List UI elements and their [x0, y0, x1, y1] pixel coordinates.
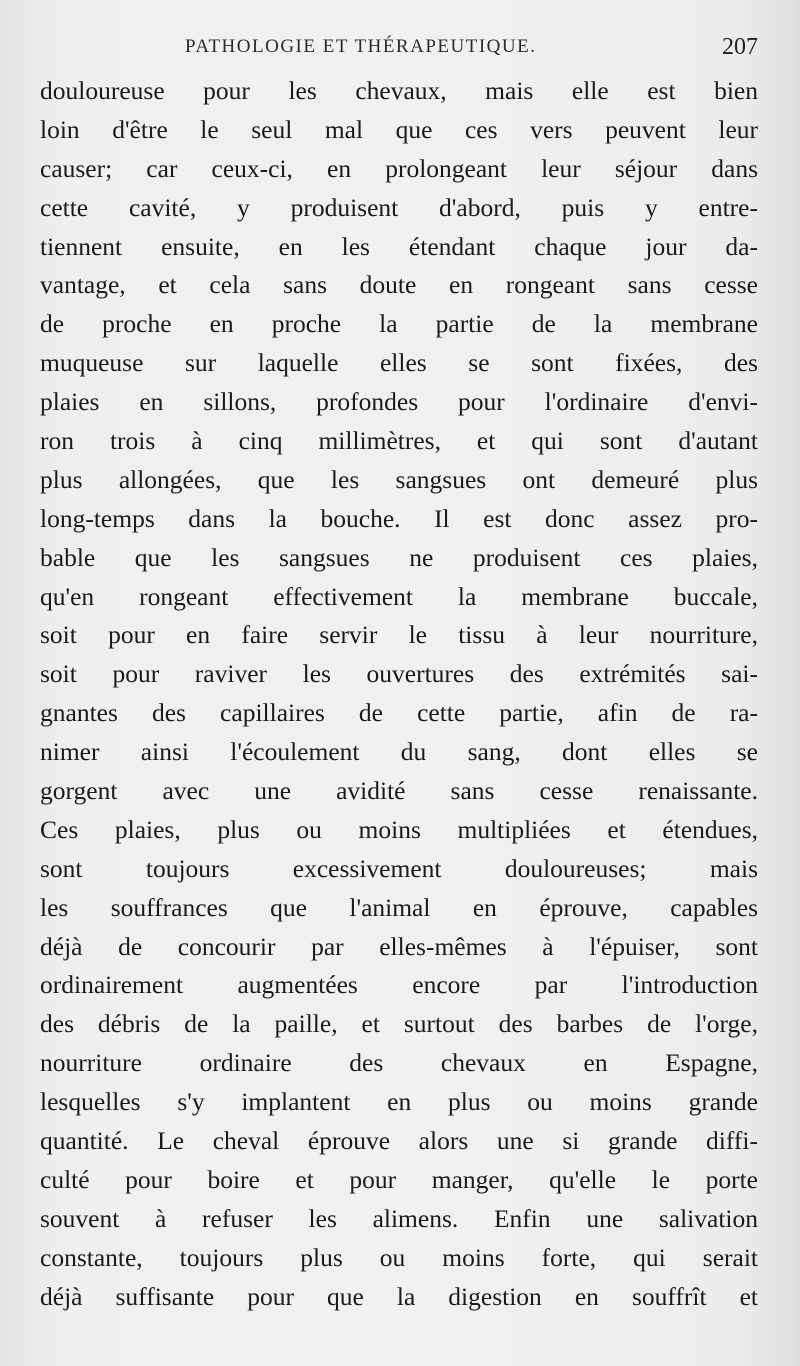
text-line: long-temps dans la bouche. Il est donc assez pro-	[40, 503, 758, 533]
text-line: douloureuse pour les chevaux, mais elle est bien	[40, 76, 758, 105]
text-line: qu'en rongeant effectivement la membrane buccale,	[40, 581, 758, 611]
text-line: gorgent avec une avidité sans cesse renaissante.	[40, 776, 758, 806]
text-line: plaies en sillons, profondes pour l'ordinaire d'envi-	[40, 387, 758, 417]
text-line: lesquelles s'y implantent en plus ou moins grande	[40, 1087, 758, 1117]
text-line: souvent à refuser les alimens. Enfin une salivation	[40, 1203, 758, 1233]
text-line: ron trois à cinq millimètres, et qui sont d'autant	[40, 426, 758, 456]
text-line: nourriture ordinaire des chevaux en Espagne,	[40, 1048, 758, 1078]
text-line: bable que les sangsues ne produisent ces plaies,	[40, 542, 758, 572]
text-line: tiennent ensuite, en les étendant chaque jour da-	[40, 231, 758, 261]
running-head-title: PATHOLOGIE ET THÉRAPEUTIQUE.	[185, 36, 537, 57]
text-line: déjà suffisante pour que la digestion en souffrît et	[40, 1281, 758, 1311]
text-line: muqueuse sur laquelle elles se sont fixées, des	[40, 348, 758, 378]
text-line: de proche en proche la partie de la membrane	[40, 309, 758, 339]
text-line: des débris de la paille, et surtout des barbes de l'orge,	[40, 1009, 758, 1039]
text-line: ordinairement augmentées encore par l'introduction	[40, 970, 758, 1000]
text-line: vantage, et cela sans doute en rongeant sans cesse	[40, 270, 758, 300]
body-text	[40, 72, 758, 1317]
text-line: Ces plaies, plus ou moins multipliées et étendues,	[40, 814, 758, 844]
text-line: nimer ainsi l'écoulement du sang, dont elles se	[40, 737, 758, 767]
text-line: gnantes des capillaires de cette partie, afin de ra-	[40, 698, 758, 728]
text-line: soit pour en faire servir le tissu à leur nourriture,	[40, 620, 758, 650]
text-line: causer; car ceux-ci, en prolongeant leur séjour dans	[40, 153, 758, 183]
text-line: cette cavité, y produisent d'abord, puis y entre-	[40, 192, 758, 222]
text-line: culté pour boire et pour manger, qu'elle le porte	[40, 1164, 758, 1194]
text-line: déjà de concourir par elles-mêmes à l'épuiser, sont	[40, 931, 758, 961]
running-head	[40, 34, 760, 66]
text-line: quantité. Le cheval éprouve alors une si grande diffi-	[40, 1126, 758, 1156]
text-line: soit pour raviver les ouvertures des extrémités sai-	[40, 659, 758, 689]
text-line: les souffrances que l'animal en éprouve, capables	[40, 892, 758, 922]
text-line: constante, toujours plus ou moins forte, qui serait	[40, 1242, 758, 1272]
page-number: 207	[722, 34, 758, 60]
text-line: plus allongées, que les sangsues ont demeuré plus	[40, 464, 758, 494]
text-line: sont toujours excessivement douloureuses; mais	[40, 853, 758, 883]
text-line: loin d'être le seul mal que ces vers peuvent leur	[40, 114, 758, 144]
